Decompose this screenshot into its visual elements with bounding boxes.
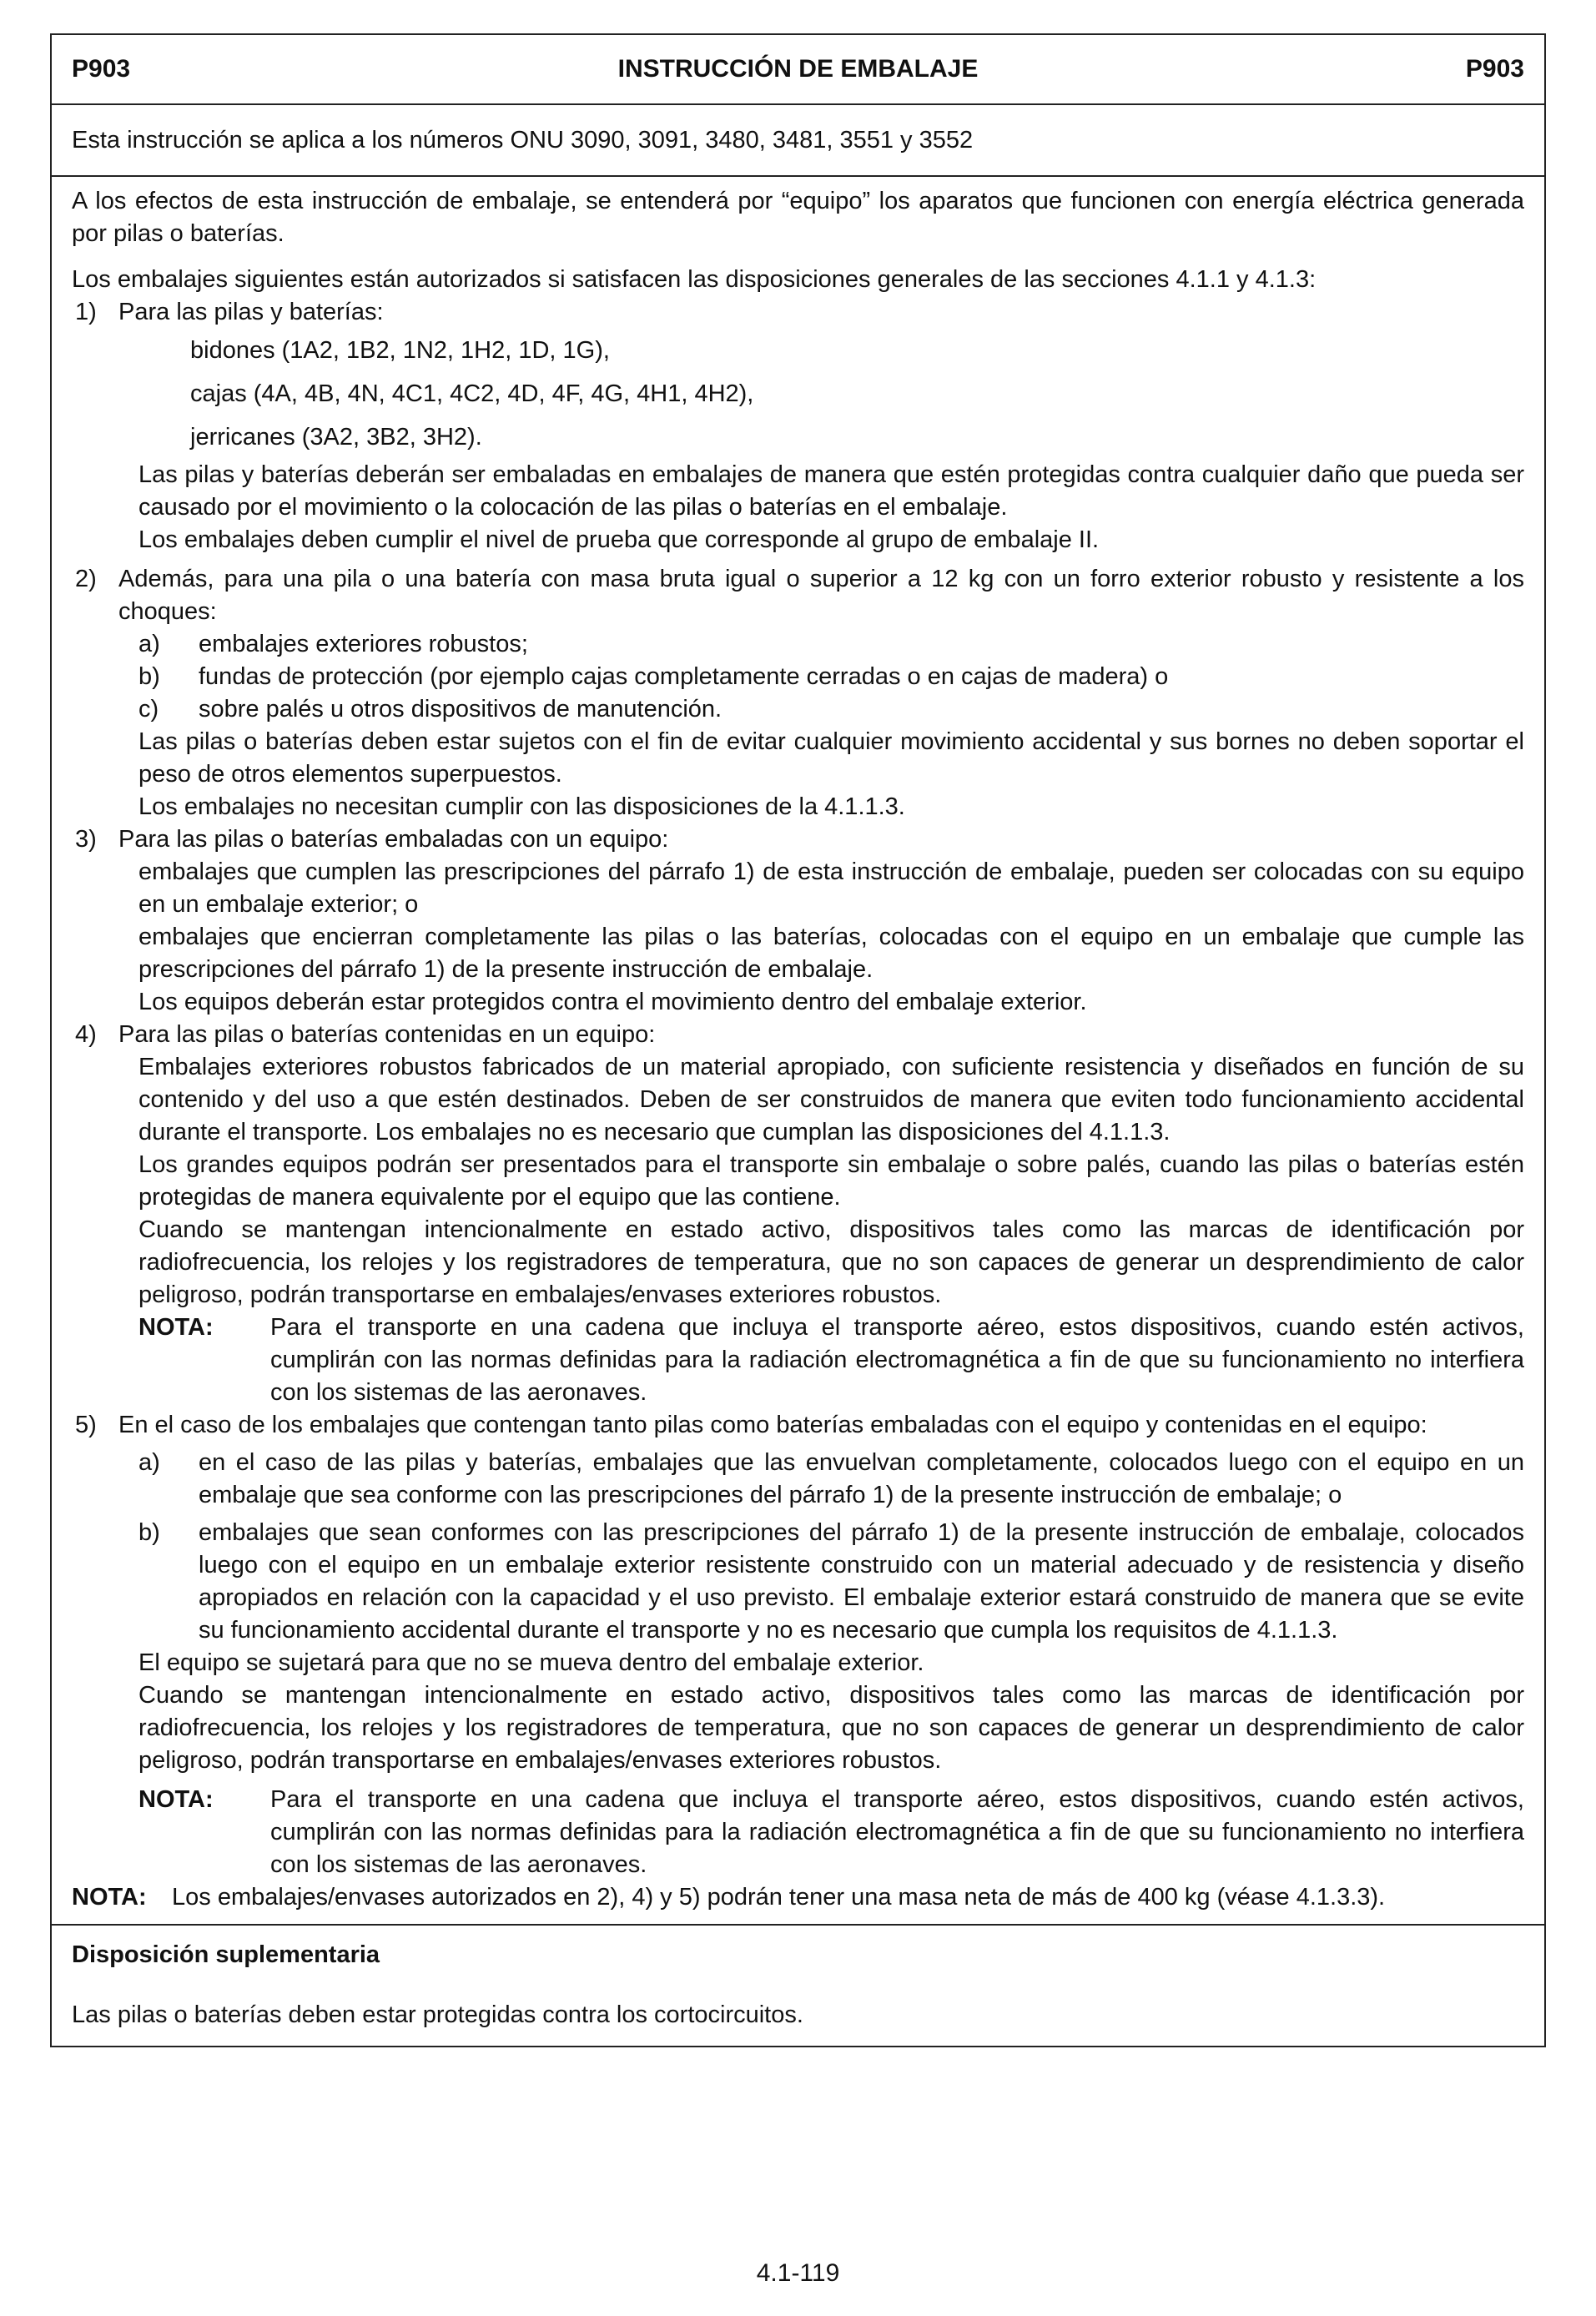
sub-item: a) embalajes exteriores robustos; [138,631,528,657]
item-title: Para las pilas o baterías embaladas con un equipo: [118,826,669,853]
item-paragraph: Embalajes exteriores robustos fabricados de un material apropiado, con suficiente resistencia y diseñados en función de su contenido y del uso a que estén destinados. Deben de ser construidos de manera que eviten todo funcionamiento accidental durante el transporte. Los embalajes no es necesario que cumplan las disposiciones del 4.1.1.3. [138,1054,1524,1145]
intro-authorized: Los embalajes siguientes están autorizados si satisfacen las disposiciones generales de las secciones 4.1.1 y 4.1.3: [72,266,1317,293]
item-2 [72,563,1524,628]
sub-item: a) en el caso de las pilas y baterías, embalajes que las envuelvan completamente, colocados luego con el equipo en un embalaje que sea conforme con las prescripciones del párrafo 1) de la presente instrucción de embalaje; o [138,1449,1524,1508]
table-header [52,35,1544,105]
final-note [72,1881,1524,1914]
item-number: 3) [75,826,97,853]
instruction-title: INSTRUCCIÓN DE EMBALAJE [617,55,979,83]
packaging-list [72,329,1524,459]
note-label: NOTA: [138,1314,214,1341]
supplementary-title: Disposición suplementaria [72,1941,380,1968]
note-text: Para el transporte en una cadena que incluya el transporte aéreo, estos dispositivos, cuando estén activos, cumplirán con las normas definidas para la radiación electromagnética a fin de que su funcionamiento no interfiera con los sistemas de las aeronaves. [270,1314,1524,1406]
intro-definition: A los efectos de esta instrucción de embalaje, se entenderá por “equipo” los aparatos que funcionen con energía eléctrica generada por pilas o baterías. [72,188,1524,247]
item-5 [72,1409,1524,1442]
instruction-code-left: P903 [72,55,131,83]
sub-item: b) embalajes que sean conformes con las prescripciones del párrafo 1) de la presente instrucción de embalaje, colocados luego con el equipo en un embalaje exterior resistente construido con un material adecuado y de resistencia y diseño apropiados en relación con la capacidad y el uso previsto. El embalaje exterior estará construido de manera que se evite su funcionamiento accidental durante el transporte y no es necesario que cumpla los requisitos de 4.1.1.3. [138,1519,1524,1644]
packing-instruction-table [50,33,1546,2047]
item-number: 2) [75,566,97,592]
item-paragraph: Los embalajes no necesitan cumplir con las disposiciones de la 4.1.1.3. [138,793,905,820]
instruction-code-right: P903 [1465,55,1524,83]
instruction-body [52,177,1544,1926]
note-text: Los embalajes/envases autorizados en 2), 4) y 5) podrán tener una masa neta de más de 400 kg (véase 4.1.3.3). [172,1884,1386,1911]
item-paragraph: Cuando se mantengan intencionalmente en estado activo, dispositivos tales como las marcas de identificación por radiofrecuencia, los relojes y los registradores de temperatura, que no son capaces de generar un desprendimiento de calor peligroso, podrán transportarse en embalajes/envases exteriores robustos. [138,1216,1524,1308]
item-paragraph: Los embalajes deben cumplir el nivel de prueba que corresponde al grupo de embalaje II. [138,526,1100,553]
item-title: Para las pilas y baterías: [118,299,384,325]
item-title: En el caso de los embalajes que contengan tanto pilas como baterías embaladas con el equipo y contenidas en el equipo: [118,1412,1427,1438]
item-note [72,1784,1524,1881]
note-label: NOTA: [72,1884,147,1911]
item-paragraph: El equipo se sujetará para que no se mueva dentro del embalaje exterior. [138,1649,924,1676]
item-note [72,1312,1524,1409]
note-label: NOTA: [138,1786,214,1813]
item-paragraph: embalajes que encierran completamente las pilas o las baterías, colocadas con el equipo en un embalaje que cumple las prescripciones del párrafo 1) de la presente instrucción de embalaje. [138,924,1524,983]
sub-item: c) sobre palés u otros dispositivos de manutención. [138,696,722,722]
item-4 [72,1019,1524,1051]
note-text: Para el transporte en una cadena que incluya el transporte aéreo, estos dispositivos, cuando estén activos, cumplirán con las normas definidas para la radiación electromagnética a fin de que su funcionamiento no interfiera con los sistemas de las aeronaves. [270,1786,1524,1878]
item-title: Además, para una pila o una batería con masa bruta igual o superior a 12 kg con un forro exterior robusto y resistente a los choques: [118,566,1524,625]
page-number: 4.1-119 [756,2259,840,2287]
item-title: Para las pilas o baterías contenidas en un equipo: [118,1021,656,1048]
packaging-drums: bidones (1A2, 1B2, 1N2, 1H2, 1D, 1G), [190,337,610,364]
item-paragraph: Los grandes equipos podrán ser presentados para el transporte sin embalaje o sobre palés, cuando las pilas o baterías estén protegidas de manera equivalente por el equipo que las contiene. [138,1151,1524,1211]
packaging-boxes: cajas (4A, 4B, 4N, 4C1, 4C2, 4D, 4F, 4G, 4H1, 4H2), [190,380,754,407]
applies-to-row: Esta instrucción se aplica a los números ONU 3090, 3091, 3480, 3481, 3551 y 3552 [52,105,1544,177]
supplementary-text: Las pilas o baterías deben estar protegidas contra los cortocircuitos. [72,2001,803,2028]
item-paragraph: Las pilas o baterías deben estar sujetos con el fin de evitar cualquier movimiento accidental y sus bornes no deben soportar el peso de otros elementos superpuestos. [138,728,1524,788]
item-1 [72,296,1524,329]
item-paragraph: Las pilas y baterías deberán ser embaladas en embalajes de manera que estén protegidas contra cualquier daño que pueda ser causado por el movimiento o la colocación de las pilas o baterías en el embalaje. [138,461,1524,521]
packaging-jerricans: jerricanes (3A2, 3B2, 3H2). [190,424,482,451]
item-paragraph: Cuando se mantengan intencionalmente en estado activo, dispositivos tales como las marcas de identificación por radiofrecuencia, los relojes y los registradores de temperatura, que no son capaces de generar un desprendimiento de calor peligroso, podrán transportarse en embalajes/envases exteriores robustos. [138,1682,1524,1774]
sub-item: b) fundas de protección (por ejemplo cajas completamente cerradas o en cajas de madera) o [138,663,1169,690]
item-paragraph: Los equipos deberán estar protegidos contra el movimiento dentro del embalaje exterior. [138,989,1087,1015]
item-number: 1) [75,299,97,325]
item-paragraph: embalajes que cumplen las prescripciones del párrafo 1) de esta instrucción de embalaje, pueden ser colocadas con su equipo en un embalaje exterior; o [138,858,1524,918]
item-number: 4) [75,1021,97,1048]
item-number: 5) [75,1412,97,1438]
item-3 [72,823,1524,856]
